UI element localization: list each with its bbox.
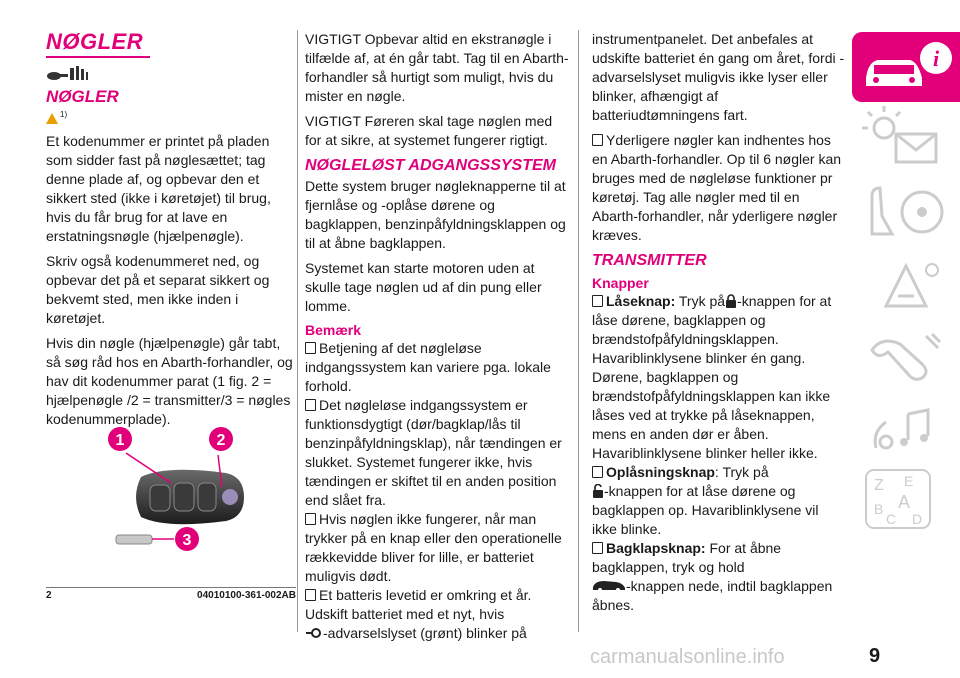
checkbox-icon — [305, 399, 316, 411]
paragraph: Systemet kan starte motoren uden at skulle tage nøglen ud af din pung eller lomme. — [305, 260, 542, 314]
subsection-heading: Knapper — [592, 275, 649, 291]
maintenance-icon — [852, 320, 960, 390]
tab-safety[interactable] — [852, 176, 960, 246]
figure-code: 04010100-361-002AB — [197, 590, 296, 601]
key-icon — [46, 64, 296, 84]
section-title: NØGLER — [46, 29, 144, 54]
car-info-icon — [852, 32, 960, 102]
figure-divider — [46, 587, 296, 588]
unlock-button-description: Oplåsningsknap: Tryk på -knappen for at låse dørene og bagklappen op. Havariblinklysene vil ikke blinke. — [592, 464, 819, 537]
tab-maintenance[interactable] — [852, 320, 960, 390]
trunk-button-description: Bagklapsknap: For at åbne bagklappen, tryk og hold -knappen nede, indtil bagklappen åbnes. — [592, 540, 833, 613]
note-heading: Bemærk — [305, 322, 362, 338]
code-plate — [116, 535, 152, 544]
checkbox-icon — [305, 513, 316, 525]
warning-icon — [46, 113, 58, 124]
lock-button-description: Låseknap: Tryk på -knappen for at låse dørene, bagklappen og brændstofpåfyldningsklappen. Havariblinklysene blinker én gang. Dørene, bagklappen og brændstofpåfyldningsklappen kan ikke låses ved at trykke på låseknappen, mens en anden dør er åben. Havariblinklysene blinker heller ikke. — [592, 293, 832, 461]
transmitter-button — [174, 483, 194, 511]
checkbox-icon — [592, 542, 603, 554]
paragraph: Skriv også kodenummeret ned, og opbevar det på et separat sikkert og bekvemt sted, men ikke inden i køretøjet. — [46, 253, 270, 326]
checkbox-icon — [592, 295, 603, 307]
lock-icon — [725, 294, 737, 308]
subsection-title: NØGLER — [46, 87, 119, 106]
unlock-icon — [592, 484, 604, 498]
svg-text:Z: Z — [874, 477, 884, 494]
note: Hvis nøglen ikke fungerer, når man trykker på en knap eller den operationelle rækkevidde bliver for lille, er batteriet muligvis dødt. — [305, 511, 562, 584]
checkbox-icon — [305, 589, 316, 601]
tab-emergency[interactable] — [852, 248, 960, 318]
chapter-tabs — [852, 32, 960, 536]
warning-lights-icon — [852, 104, 960, 174]
tab-multimedia[interactable] — [852, 392, 960, 462]
checkbox-icon — [592, 134, 603, 146]
title-underline — [46, 56, 150, 58]
car-trunk-icon — [592, 578, 626, 592]
svg-text:B: B — [874, 501, 884, 517]
svg-text:A: A — [898, 492, 911, 512]
column-keyless — [305, 30, 571, 649]
note-continuation: -advarselslyset (grønt) blinker på — [305, 624, 571, 643]
note: Betjening af det nøgleløse indgangssystem kan variere pga. lokale forhold. — [305, 340, 551, 394]
paragraph: VIGTIGT Føreren skal tage nøglen med for at sikre, at systemet fungerer rigtigt. — [305, 113, 553, 148]
callout-2-label: 2 — [216, 432, 226, 449]
transmitter-button — [198, 483, 216, 511]
section-heading: NØGLELØST ADGANGSSYSTEM — [305, 157, 556, 174]
column-divider — [297, 30, 298, 632]
note: Yderligere nøgler kan indhentes hos en Abarth-forhandler. Op til 6 nøgler kan bruges med de nøgleløse funktioner pr køretøj. Tag alle nøgler med til en Abarth-forhandler, når yderligere nøgler kræves. — [592, 132, 842, 243]
figure-caption — [46, 590, 296, 601]
index-icon — [852, 464, 960, 534]
svg-text:C: C — [886, 511, 897, 527]
page-number: 9 — [869, 645, 881, 667]
paragraph: Hvis din nøgle (hjælpenøgle) går tabt, så søg råd hos en Abarth-forhandler, og hav dit kodenummer parat (1 fig. 2 = hjælpenøgle /2 = transmitter/3 = nøgles kodenummerplade). — [46, 335, 293, 427]
paragraph: VIGTIGT Opbevar altid en ekstranøgle i tilfælde af, at én går tabt. Tag til en Abarth-forhandler så hurtigt som muligt, hvis du mister en nøgle. — [305, 31, 569, 104]
transmitter-button — [150, 485, 170, 511]
column-divider — [578, 30, 579, 632]
column-transmitter — [592, 30, 846, 621]
multimedia-icon — [852, 392, 960, 462]
checkbox-icon — [592, 466, 603, 478]
footnote-ref: 1) — [60, 110, 68, 119]
section-heading: TRANSMITTER — [592, 252, 707, 269]
note: Det nøgleløse indgangssystem er funktionsdygtigt (dør/bagklap/lås til benzinpåfyldningsklap), når tændingen er slukket. Systemet fungerer ikke, hvis tændingen er skiftet til en anden position end slået fra. — [305, 397, 562, 508]
callout-3-label: 3 — [182, 532, 192, 549]
transmitter-emblem — [222, 489, 238, 505]
svg-text:E: E — [904, 473, 914, 489]
checkbox-icon — [305, 342, 316, 354]
watermark: carmanualsonline.info — [590, 646, 785, 668]
note: Et batteris levetid er omkring et år. Udskift batteriet med et nyt, hvis — [305, 587, 532, 622]
emergency-icon — [852, 248, 960, 318]
key-figure — [46, 417, 296, 579]
svg-text:i: i — [932, 46, 940, 71]
svg-text:D: D — [912, 511, 923, 527]
paragraph: Et kodenummer er printet på pladen som sidder fast på nøglesættet; tag denne plade af, og opbevar den et sikkert sted (ikke i køretøjet) til brug, hvis du får brug for at lave en erstatningsnøgle (hjælpenøgle). — [46, 133, 271, 244]
tab-index[interactable] — [852, 464, 960, 534]
key-warning-light-icon — [305, 625, 323, 637]
paragraph: instrumentpanelet. Det anbefales at udskifte batteriet én gang om året, fordi -advarselslyset muligvis ikke lyser eller blinker, afhængigt af batteriudtømningens fart. — [592, 31, 845, 123]
figure-number: 2 — [46, 590, 52, 601]
seat-steering-icon — [852, 176, 960, 246]
tab-car-info[interactable] — [852, 32, 960, 102]
column-keys — [46, 30, 296, 435]
paragraph: Dette system bruger nøgleknapperne til at fjernlåse og -oplåse dørene og bagklappen, benzinpåfyldningsklappen og til at åbne bagklappen. — [305, 178, 566, 251]
tab-lights-messages[interactable] — [852, 104, 960, 174]
callout-1-label: 1 — [115, 432, 125, 449]
